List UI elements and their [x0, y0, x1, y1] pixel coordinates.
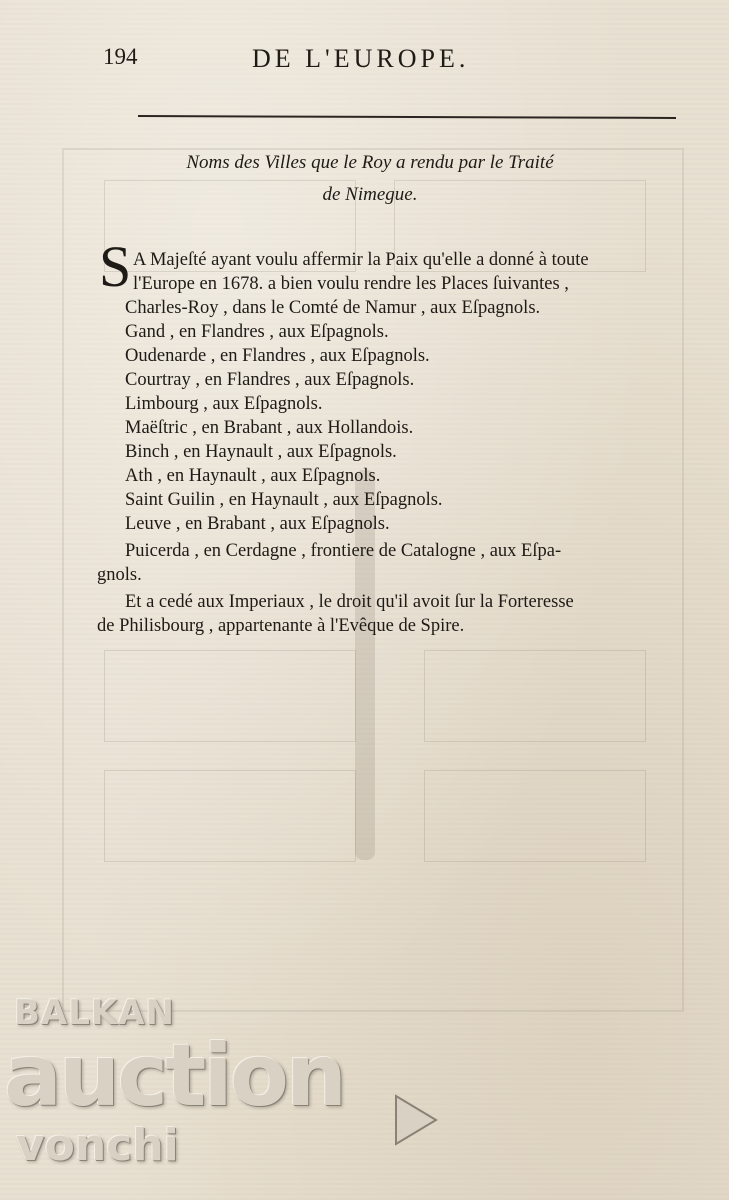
drop-cap: S — [99, 234, 132, 299]
body-line: Et a cedé aux Imperiaux , le droit qu'il avoit ſur la Forteresse — [125, 592, 574, 612]
watermark-vonchi: vonchi — [16, 1120, 179, 1171]
body-line: Binch , en Haynault , aux Eſpagnols. — [125, 442, 397, 462]
body-line: gnols. — [97, 565, 142, 585]
body-line: Puicerda , en Cerdagne , frontiere de Catalogne , aux Eſpa- — [125, 541, 562, 561]
body-line: Gand , en Flandres , aux Eſpagnols. — [125, 322, 389, 342]
body-line: l'Europe en 1678. a bien voulu rendre les Places ſuivantes , — [133, 274, 569, 294]
section-title-line2: de Nimegue. — [322, 184, 418, 205]
body-line: Ath , en Haynault , aux Eſpagnols. — [125, 466, 381, 486]
body-line: Limbourg , aux Eſpagnols. — [125, 394, 323, 414]
body-line: Oudenarde , en Flandres , aux Eſpagnols. — [125, 346, 430, 366]
body-line: Charles-Roy , dans le Comté de Namur , aux Eſpagnols. — [125, 298, 541, 318]
watermark-play-arrow-icon — [392, 1092, 440, 1148]
body-line: Maëſtric , en Brabant , aux Hollandois. — [125, 418, 414, 438]
page-number: 194 — [103, 44, 138, 69]
body-line: Leuve , en Brabant , aux Eſpagnols. — [125, 514, 390, 534]
body-line: A Majeſté ayant voulu affermir la Paix qu'elle a donné à toute — [133, 250, 589, 270]
section-title-line1: Noms des Villes que le Roy a rendu par le Traité — [186, 152, 554, 173]
watermark-auction: auction — [4, 1026, 345, 1126]
body-line: Saint Guilin , en Haynault , aux Eſpagnols. — [125, 490, 443, 510]
running-title: DE L'EUROPE. — [252, 44, 470, 73]
watermark-balkan: BALKAN — [14, 993, 176, 1033]
body-line: de Philisbourg , appartenante à l'Evêque de Spire. — [97, 616, 465, 636]
body-line: Courtray , en Flandres , aux Eſpagnols. — [125, 370, 415, 390]
